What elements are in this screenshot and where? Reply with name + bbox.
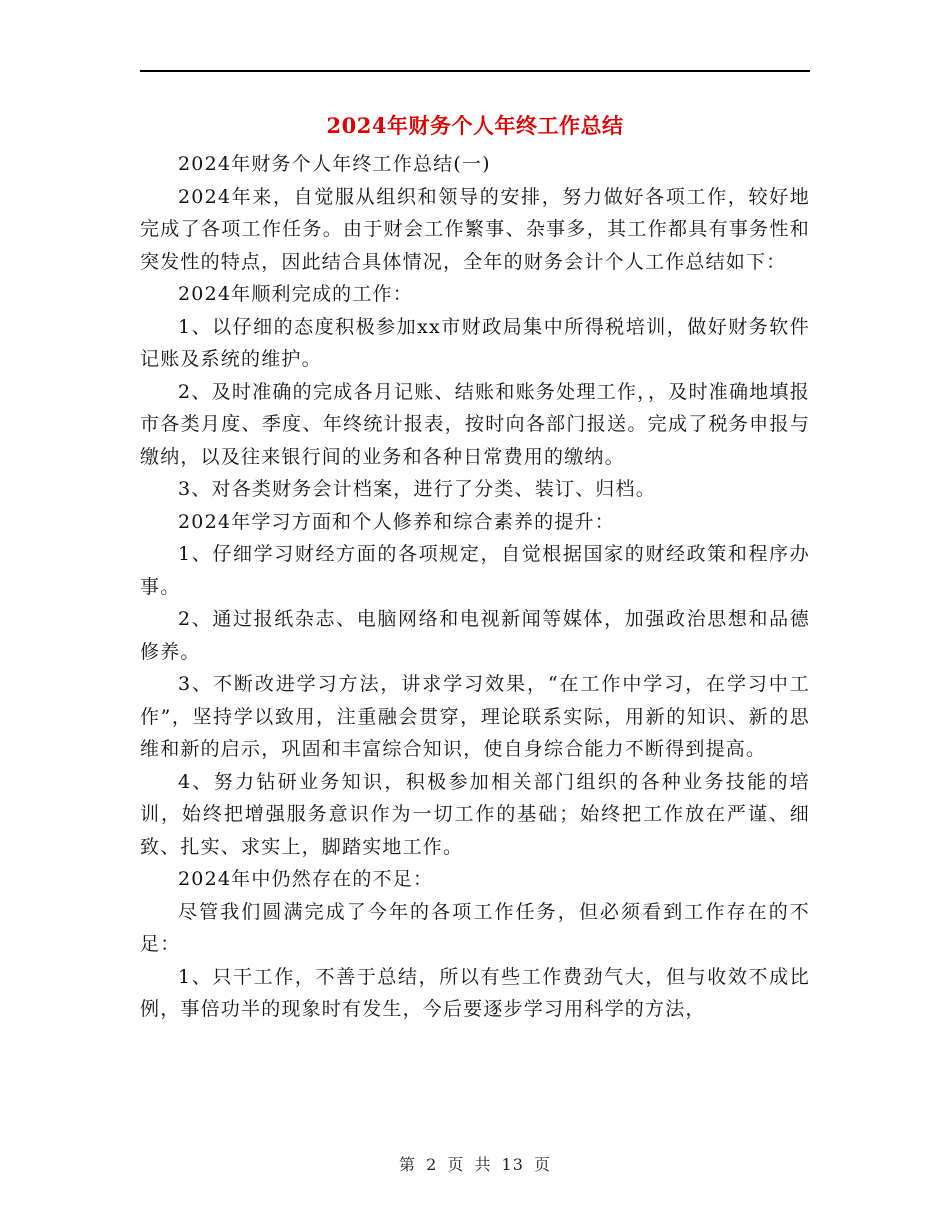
paragraph: 1、只干工作，不善于总结，所以有些工作费劲气大，但与收效不成比例，事倍功半的现象时有发生，今后要逐步学习用科学的方法，	[140, 965, 810, 1020]
document-body	[140, 148, 810, 1026]
page-footer: 第 2 页 共 13 页	[399, 1155, 551, 1174]
paragraph: 2、及时准确的完成各月记账、结账和账务处理工作，，及时准确地填报市各类月度、季度、年终统计报表，按时向各部门报送。完成了税务申报与缴纳，以及往来银行间的业务和各种日常费用的缴纳。	[140, 380, 810, 468]
paragraph: 3、对各类财务会计档案，进行了分类、装订、归档。	[178, 478, 656, 500]
paragraph: 2、通过报纸杂志、电脑网络和电视新闻等媒体，加强政治思想和品德修养。	[140, 608, 810, 663]
paragraph: 2024年财务个人年终工作总结(一)	[178, 153, 491, 175]
header-rule	[140, 70, 810, 72]
paragraph: 3、不断改进学习方法，讲求学习效果，“在工作中学习，在学习中工作”，坚持学以致用，注重融会贯穿，理论联系实际，用新的知识、新的思维和新的启示，巩固和丰富综合知识，使自身综合能力不断得到提高。	[140, 673, 810, 760]
paragraph: 1、以仔细的态度积极参加xx市财政局集中所得税培训，做好财务软件记账及系统的维护。	[140, 315, 810, 370]
paragraph: 2024年学习方面和个人修养和综合素养的提升：	[178, 510, 615, 533]
paragraph: 1、仔细学习财经方面的各项规定，自觉根据国家的财经政策和程序办事。	[140, 543, 810, 598]
paragraph: 2024年来，自觉服从组织和领导的安排，努力做好各项工作，较好地完成了各项工作任务。由于财会工作繁事、杂事多，其工作都具有事务性和突发性的特点，因此结合具体情况，全年的财务会计个人工作总结如下：	[140, 185, 810, 273]
paragraph: 4、努力钻研业务知识，积极参加相关部门组织的各种业务技能的培训，始终把增强服务意识作为一切工作的基础；始终把工作放在严谨、细致、扎实、求实上，脚踏实地工作。	[140, 770, 810, 858]
paragraph: 2024年顺利完成的工作：	[178, 283, 413, 305]
document-title: 2024年财务个人年终工作总结	[326, 113, 624, 138]
paragraph: 尽管我们圆满完成了今年的各项工作任务，但必须看到工作存在的不足：	[140, 900, 810, 955]
paragraph: 2024年中仍然存在的不足：	[178, 868, 434, 890]
